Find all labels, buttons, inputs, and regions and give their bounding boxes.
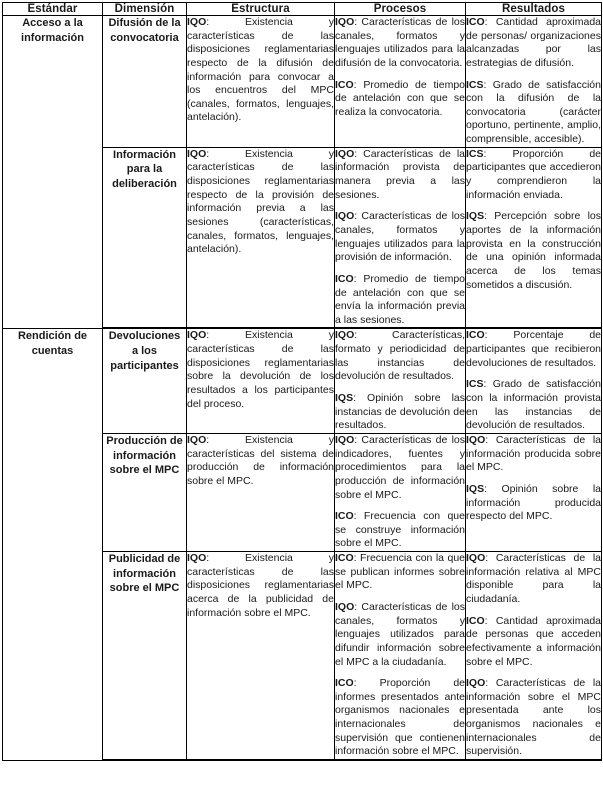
indicator-matrix-table	[2, 2, 602, 761]
cell-estructura	[187, 16, 335, 148]
indicator-entry	[187, 329, 334, 411]
indicator-text: Existencia y características de las disposiciones reglamentarias respecto de la provisión de información previa a las sesiones (características, canales, formatos, lenguajes, antelación).	[187, 147, 334, 256]
column-header-estandar: Estándar	[3, 3, 103, 16]
cell-estructura	[187, 433, 335, 551]
standard-label-cell	[3, 328, 103, 760]
dimension-label: Información para la deliberación	[112, 148, 177, 191]
indicator-code: IQO	[335, 600, 355, 613]
indicator-entry	[466, 79, 601, 147]
column-header-procesos: Procesos	[335, 3, 466, 16]
indicator-code: IQS	[466, 210, 485, 223]
indicator-entry	[466, 148, 601, 203]
indicator-text: Existencia y características de las disposiciones reglamentarias acerca de la publicidad de información sobre el MPC.	[187, 552, 334, 619]
indicator-separator: :	[485, 433, 489, 446]
cell-procesos	[335, 16, 466, 148]
indicator-entry	[335, 677, 465, 759]
indicator-separator: :	[483, 147, 487, 160]
indicator-separator: :	[484, 614, 488, 627]
indicator-code: ICS	[466, 378, 484, 391]
indicator-text: Frecuencia con la que se publican informes sobre el MPC.	[335, 552, 465, 592]
cell-resultados	[466, 147, 602, 328]
indicator-entry	[335, 148, 465, 203]
dimension-label-cell	[103, 433, 187, 551]
indicator-entry	[466, 434, 601, 475]
indicator-entry	[466, 552, 601, 607]
indicator-code: IQO	[335, 210, 355, 223]
indicator-separator: :	[354, 147, 358, 160]
cell-resultados	[466, 16, 602, 148]
cell-procesos	[335, 552, 466, 760]
indicator-text: Porcentaje de participantes que recibieron devoluciones de resultados.	[466, 329, 601, 369]
indicator-separator: :	[484, 482, 488, 495]
indicator-text: Existencia y características de las disposiciones reglamentarias sobre la devolución de los resultados a los participantes del proceso.	[187, 329, 334, 410]
indicator-entry	[466, 210, 601, 292]
indicator-text: Frecuencia con que se construye información sobre el MPC.	[335, 510, 465, 550]
column-header-dimension: Dimensión	[103, 3, 187, 16]
standard-label-cell	[3, 16, 103, 329]
cell-estructura	[187, 147, 335, 328]
indicator-entry	[335, 434, 465, 502]
column-header-estructura: Estructura	[187, 3, 335, 16]
indicator-separator: :	[353, 78, 357, 91]
indicator-separator: :	[484, 16, 488, 28]
indicator-entry	[466, 378, 601, 433]
indicator-code: IQO	[335, 147, 355, 160]
cell-procesos	[335, 147, 466, 328]
indicator-entry	[187, 148, 334, 257]
indicator-code: IQO	[335, 16, 355, 28]
indicator-separator: :	[353, 552, 357, 565]
indicator-code: ICO	[335, 78, 354, 91]
indicator-entry	[335, 329, 465, 384]
indicator-text: Cantidad aproximada de personas que acceden efectivamente a información sobre el MPC.	[466, 614, 601, 668]
indicator-text: Opinión sobre la información producida respecto del MPC.	[466, 482, 601, 523]
indicator-separator: :	[353, 272, 357, 285]
indicator-text: Existencia y características del sistema de producción de información sobre el MPC.	[187, 433, 334, 487]
indicator-separator: :	[353, 392, 357, 405]
indicator-text: Proporción de participantes que accedieron y comprendieron la información enviada.	[466, 147, 601, 201]
indicator-entry	[466, 329, 601, 370]
indicator-text: Promedio de tiempo de antelación con que se realiza la convocatoria.	[335, 78, 465, 118]
indicator-code: IQO	[466, 677, 486, 690]
indicator-text: Promedio de tiempo de antelación con que se envía la información previa a las sesiones.	[335, 272, 465, 326]
indicator-entry	[466, 615, 601, 670]
indicator-code: IQO	[335, 433, 355, 446]
indicator-separator: :	[206, 147, 210, 160]
dimension-label: Difusión de la convocatoria	[108, 17, 181, 44]
indicator-code: ICO	[466, 614, 485, 627]
indicator-text: Características de los indicadores, fuentes y procedimientos para la producción de información sobre el MPC.	[335, 433, 465, 501]
dimension-label: Producción de información sobre el MPC	[106, 434, 183, 477]
indicator-code: IQO	[187, 147, 207, 160]
indicator-text: Características de los canales, formatos y lenguajes utilizados para la provisión de información.	[335, 210, 465, 264]
indicator-entry	[187, 552, 334, 620]
indicator-separator: :	[354, 210, 358, 223]
indicator-text: Opinión sobre las instancias de devolución de resultados.	[335, 392, 465, 432]
indicator-entry	[335, 210, 465, 265]
indicator-entry	[466, 483, 601, 524]
indicator-text: Percepción sobre los aportes de la información provista en la construcción de una opinión informada acerca de los temas sometidos a discusión.	[466, 210, 601, 291]
cell-resultados	[466, 328, 602, 433]
table-row	[3, 16, 602, 148]
indicator-separator: :	[485, 552, 489, 565]
indicator-entry	[466, 677, 601, 759]
indicator-code: IQS	[335, 392, 354, 405]
indicator-separator: :	[485, 677, 489, 690]
indicator-code: ICO	[335, 272, 354, 285]
indicator-entry	[187, 434, 334, 489]
indicator-entry	[335, 510, 465, 551]
indicator-text: Existencia y características de las disposiciones reglamentarias respecto de la difusión de información para convocar a los encuentros del MPC (canales, formatos, lenguajes, antelación).	[187, 16, 334, 124]
cell-resultados	[466, 433, 602, 551]
indicator-entry	[335, 16, 465, 71]
indicator-text: Características de la información sobre el MPC presentada ante los organismos nacionales e internacionales de supervisión.	[466, 677, 601, 758]
dimension-label-cell	[103, 147, 187, 328]
indicator-code: ICO	[466, 329, 485, 342]
cell-resultados	[466, 552, 602, 760]
table-row	[3, 328, 602, 433]
column-header-resultados: Resultados	[466, 3, 602, 16]
indicator-separator: :	[354, 16, 358, 28]
indicator-code: IQO	[335, 329, 355, 342]
indicator-text: Características de la información producida sobre el MPC.	[466, 433, 601, 474]
indicator-text: Características de la información provista de manera previa a las sesiones.	[335, 147, 465, 201]
indicator-text: Características, formato y periodicidad de las instancias de devolución de resultados.	[335, 329, 465, 383]
indicator-entry	[466, 16, 601, 71]
indicator-text: Características de los canales, formatos y lenguajes utilizados para la difusión de la convocatoria.	[335, 16, 465, 69]
cell-estructura	[187, 552, 335, 760]
indicator-code: IQO	[466, 552, 486, 565]
indicator-code: ICO	[335, 510, 354, 523]
indicator-entry	[335, 392, 465, 433]
indicator-text: Características de la información relativa al MPC disponible para la ciudadanía.	[466, 552, 601, 605]
indicator-code: IQO	[187, 329, 207, 342]
dimension-label-cell	[103, 328, 187, 433]
indicator-separator: :	[483, 378, 487, 391]
indicator-separator: :	[484, 210, 488, 223]
dimension-label: Publicidad de información sobre el MPC	[108, 553, 181, 595]
dimension-label-cell	[103, 552, 187, 760]
indicator-entry	[335, 273, 465, 328]
indicator-code: IQO	[187, 433, 207, 446]
table-body	[3, 16, 602, 761]
indicator-code: IQO	[187, 552, 207, 565]
indicator-text: Cantidad aproximada de personas/ organizaciones alcanzadas por las estrategias de difusión.	[466, 16, 601, 69]
indicator-entry	[335, 601, 465, 669]
cell-procesos	[335, 433, 466, 551]
indicator-separator: :	[484, 329, 488, 342]
cell-estructura	[187, 328, 335, 433]
indicator-code: IQS	[466, 482, 485, 495]
indicator-separator: :	[354, 600, 358, 613]
dimension-label-cell	[103, 16, 187, 148]
standard-label: Rendición de cuentas	[17, 329, 88, 357]
indicator-separator: :	[206, 433, 210, 446]
indicator-separator: :	[353, 510, 357, 523]
indicator-code: ICO	[335, 552, 354, 565]
indicator-entry	[187, 16, 334, 125]
indicator-code: ICS	[466, 78, 484, 91]
indicator-code: ICS	[466, 147, 484, 160]
indicator-separator: :	[206, 329, 210, 342]
table-header-row	[3, 3, 602, 16]
indicator-code: IQO	[466, 433, 486, 446]
indicator-separator: :	[206, 16, 210, 28]
indicator-code: ICO	[335, 677, 354, 690]
standard-label: Acceso a la información	[21, 17, 84, 44]
indicator-separator: :	[354, 329, 358, 342]
indicator-separator: :	[206, 552, 210, 565]
indicator-separator: :	[353, 677, 357, 690]
cell-procesos	[335, 328, 466, 433]
indicator-separator: :	[483, 78, 487, 91]
table-header	[3, 3, 602, 16]
indicator-code: ICO	[466, 16, 485, 28]
indicator-text: Grado de satisfacción con la información provista en las instancias de devolución de resultados.	[466, 378, 601, 432]
indicator-text: Características de los canales, formatos y lenguajes utilizados para difundir información sobre el MPC a la ciudadanía.	[335, 600, 465, 668]
dimension-label: Devoluciones a los participantes	[108, 330, 181, 372]
indicator-separator: :	[354, 433, 358, 446]
indicator-text: Proporción de informes presentados ante organismos nacionales e internacionales de supervisión que contienen información sobre el MPC.	[335, 677, 465, 758]
indicator-text: Grado de satisfacción con la difusión de la convocatoria (carácter oportuno, pertinente, amplio, comprensible, accesible).	[466, 78, 601, 146]
indicator-entry	[335, 79, 465, 120]
indicator-entry	[335, 552, 465, 593]
indicator-code: IQO	[187, 16, 207, 28]
